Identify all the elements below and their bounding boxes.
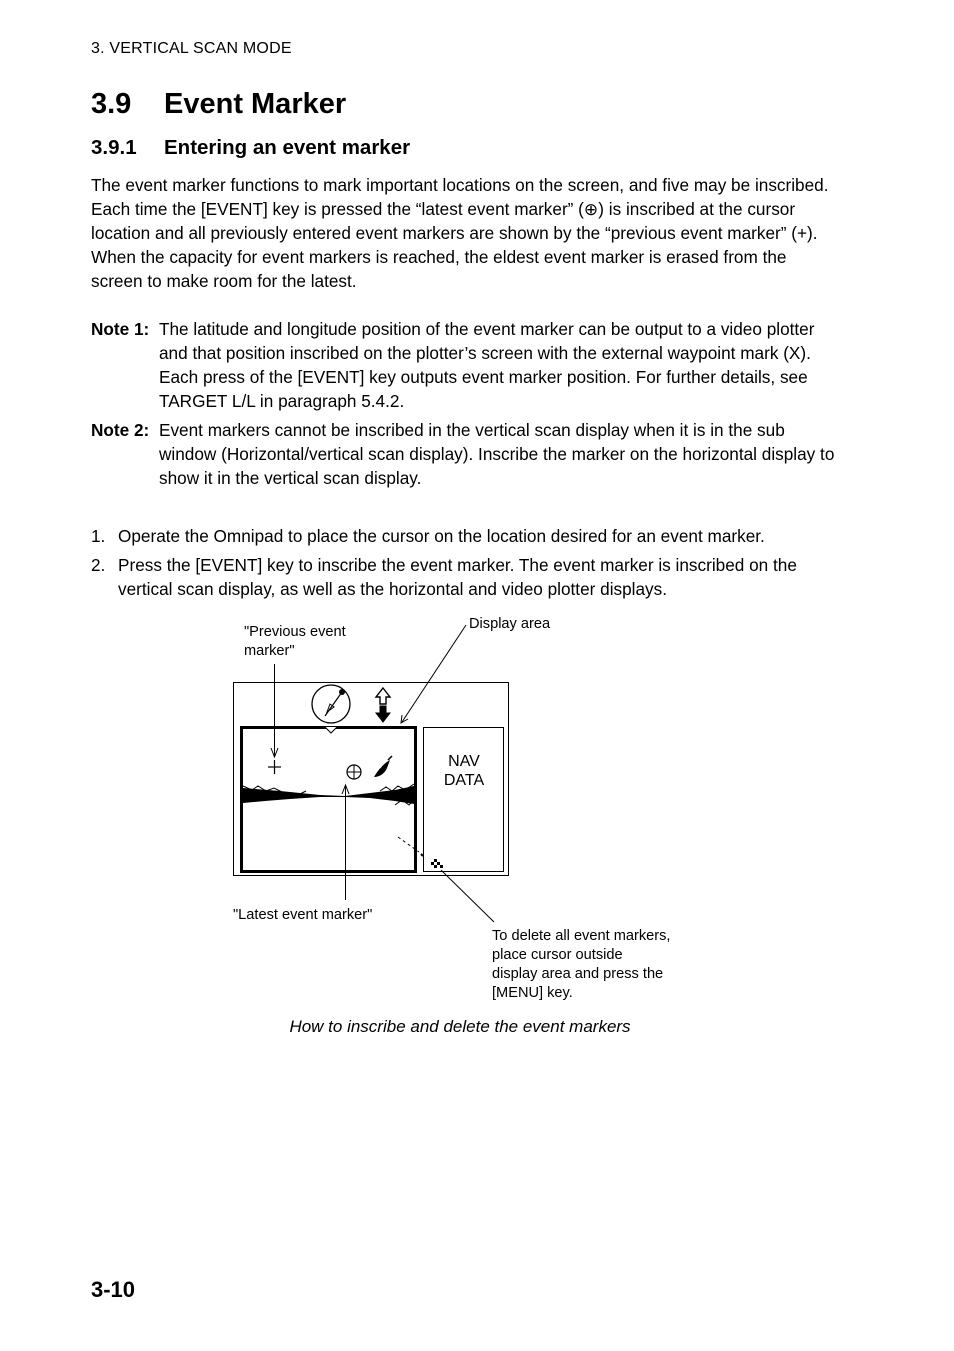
tilt-triangle-icon: [325, 727, 337, 733]
latest-marker-label: "Latest event marker": [233, 907, 373, 923]
section-title-text: Event Marker: [164, 88, 347, 120]
delete-note-line-2: place cursor outside: [492, 947, 623, 963]
note-2-text: Event markers cannot be inscribed in the vertical scan display when it is in the sub window (Horizontal/vertical scan display). Inscribe the marker on the horizontal display to show it in the vertical scan display.: [159, 420, 835, 488]
cursor-icon: [398, 837, 443, 868]
note-1-label: Note 1:: [91, 319, 150, 339]
previous-marker-label-line-1: "Previous event: [244, 624, 346, 640]
step-2-text: Press the [EVENT] key to inscribe the event marker. The event marker is inscribed on the vertical scan display, as well as the horizontal and video plotter displays.: [118, 555, 797, 599]
step-2-number: 2.: [91, 555, 106, 575]
up-down-arrow-icon: [376, 688, 390, 722]
previous-marker-label-line-2: marker": [244, 643, 295, 659]
nav-data-line-1: NAV: [448, 753, 480, 770]
nav-data-panel: [424, 728, 504, 872]
delete-note-line-1: To delete all event markers,: [492, 928, 671, 944]
delete-note-line-4: [MENU] key.: [492, 985, 573, 1001]
nav-data-label: [424, 752, 504, 790]
subsection-title-text: Entering an event marker: [164, 136, 411, 159]
previous-marker-label: [244, 623, 346, 661]
figure-caption: How to inscribe and delete the event markers: [289, 1017, 631, 1036]
step-1-text: Operate the Omnipad to place the cursor on the location desired for an event marker.: [118, 526, 765, 546]
delete-markers-note: [492, 927, 670, 1003]
page-number: 3-10: [91, 1277, 136, 1302]
delete-note-leader: [441, 870, 494, 922]
intro-paragraph: The event marker functions to mark important locations on the screen, and five may be inscribed. Each time the [EVENT] key is pressed the “latest event marker” (⊕) is inscribed at the cursor location and all previously entered event markers are shown by the “previous event marker” (+). When the capacity for event markers is reached, the eldest event marker is erased from the screen to make room for the latest.: [91, 175, 829, 291]
nav-data-line-2: DATA: [443, 772, 485, 789]
latest-event-marker-icon: [347, 765, 361, 779]
step-1-number: 1.: [91, 526, 106, 546]
fish-echo-icon: [374, 756, 392, 777]
display-area-leader: [402, 625, 466, 722]
display-area-label: Display area: [469, 616, 551, 632]
note-1-text: The latitude and longitude position of the event marker can be output to a video plotter and that position inscribed on the plotter’s screen with the external waypoint mark (X). Each press of the [EVENT] key outputs event marker position. For further details, see TARGET L/L in paragraph 5.4.2.: [159, 319, 815, 411]
previous-event-marker-icon: [268, 760, 281, 774]
delete-note-line-3: display area and press the: [492, 966, 664, 982]
subsection-number: 3.9.1: [91, 136, 137, 159]
note-2-label: Note 2:: [91, 420, 150, 440]
running-header: 3. VERTICAL SCAN MODE: [91, 40, 292, 57]
section-number: 3.9: [91, 88, 132, 120]
bottom-echo-band: [243, 784, 414, 805]
heading-indicator-icon: [312, 685, 350, 723]
